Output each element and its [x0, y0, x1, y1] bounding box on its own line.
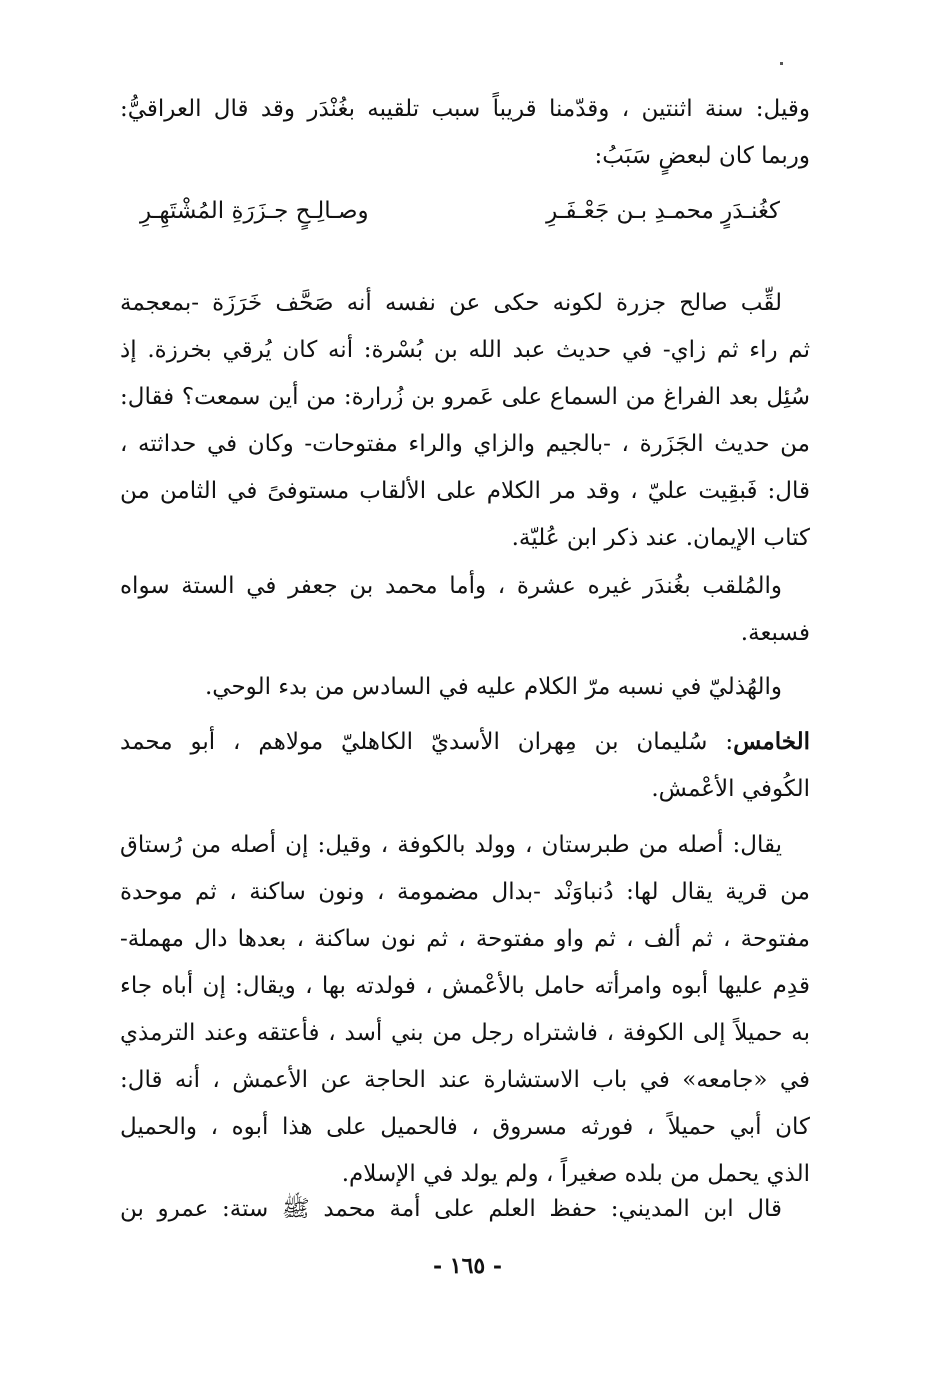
paragraph-salih-jazara: [120, 280, 810, 562]
verse-first-hemistich: كغُنـدَرٍ محمـدِ بـن جَعْـفَـرِ: [546, 198, 780, 224]
text-line: من حديث الجَزَرة ، -بالجيم والزاي والراء مفتوحات- وكان في حداثته ،: [120, 431, 810, 457]
text-line: الكُوفي الأعْمش.: [651, 776, 810, 802]
paragraph-ibn-madini: [120, 1186, 810, 1233]
paragraph-fifth-narrator: [120, 718, 810, 813]
section-label: الخامس: [733, 728, 810, 755]
intro-paragraph: [120, 86, 810, 180]
poetry-verse: [140, 188, 780, 235]
paragraph-amash-origin: [120, 822, 810, 1198]
text-line: والمُلقب بغُندَر غيره عشرة ، وأما محمد بن جعفر في الستة سواه: [120, 573, 782, 599]
text-line: الذي يحمل من بلده صغيراً ، ولم يولد في الإسلام.: [341, 1161, 810, 1187]
paragraph-ghundar: [120, 563, 810, 657]
text-line: كتاب الإيمان. عند ذكر ابن عُليّة.: [511, 525, 810, 551]
text-line: مفتوحة ، ثم ألف ، ثم واو مفتوحة ، ثم نون ساكنة ، بعدها دال مهملة-: [120, 926, 810, 952]
text-line: قدِم عليها أبوه وامرأته حامل بالأعْمش ، فولدته بها ، ويقال: إن أباه جاء: [120, 973, 810, 999]
print-speck: [780, 62, 783, 65]
text-line: به حميلاً إلى الكوفة ، فاشتراه رجل من بني أسد ، فأعتقه وعند الترمذي: [120, 1020, 810, 1046]
text-line: [120, 718, 810, 766]
text-line: لقِّب صالح جزرة لكونه حكى عن نفسه أنه صَحَّف خَرَزَة -بمعجمة: [120, 290, 782, 316]
text-line: يقال: أصله من طبرستان ، وولد بالكوفة ، وقيل: إن أصله من رُستاق: [120, 832, 782, 858]
text-line: قال ابن المديني: حفظ العلم على أمة محمد ﷺ ستة: عمرو بن: [120, 1196, 782, 1222]
text-span: : سُليمان بن مِهران الأسديّ الكاهليّ مولاهم ، أبو محمد: [120, 729, 734, 755]
text-line: سُئِل بعد الفراغ من السماع على عَمرو بن زُرارة: من أين سمعت؟ فقال:: [120, 384, 810, 410]
text-line: وربما كان لبعضٍ سَبَبُ:: [594, 143, 810, 169]
paragraph-hudhali: [120, 664, 810, 711]
text-line: ثم راء ثم زاي- في حديث عبد الله بن بُسْرة: أنه كان يُرقي بخرزة. إذ: [120, 337, 810, 363]
text-line: كان أبي حميلاً ، فورثه مسروق ، فالحميل على هذا أبوه ، والحميل: [120, 1114, 810, 1140]
text-line: فسبعة.: [740, 620, 810, 646]
text-line: من قرية يقال لها: دُنباوَنْد -بدال مضمومة ، ونون ساكنة ، ثم موحدة: [120, 879, 810, 905]
text-line: وقيل: سنة اثنتين ، وقدّمنا قريباً سبب تلقيبه بغُنْدَر وقد قال العراقيُّ:: [120, 96, 810, 122]
text-line: والهُذليّ في نسبه مرّ الكلام عليه في السادس من بدء الوحي.: [204, 674, 782, 700]
verse-second-hemistich: وصـالِـحٍ جـزَرَةِ المُشْتَهِـرِ: [140, 198, 369, 224]
page-number: - ١٦٥ -: [432, 1253, 503, 1279]
text-line: قال: فَبقِيت عليّ ، وقد مر الكلام على الألقاب مستوفىً في الثامن من: [120, 478, 810, 504]
text-line: في «جامعه» في باب الاستشارة عند الحاجة عن الأعمش ، أنه قال:: [120, 1067, 810, 1093]
